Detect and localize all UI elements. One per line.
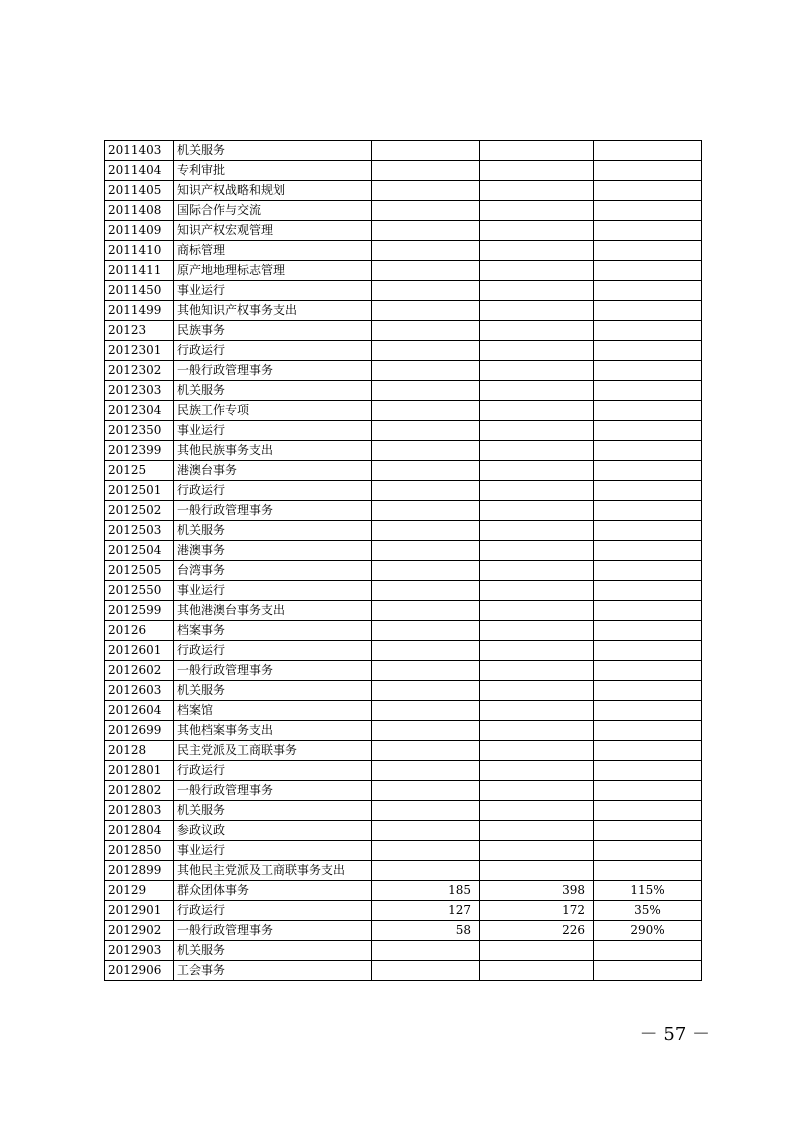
value-cell-2 (480, 801, 594, 821)
code-cell: 2012902 (105, 921, 174, 941)
table-row (105, 381, 702, 401)
item-name-cell: 一般行政管理事务 (174, 781, 372, 801)
item-name-cell: 民族工作专项 (174, 401, 372, 421)
value-cell-2 (480, 641, 594, 661)
value-cell-1 (372, 561, 480, 581)
value-cell-2 (480, 861, 594, 881)
table-row (105, 681, 702, 701)
value-cell-3 (594, 341, 702, 361)
value-cell-2 (480, 701, 594, 721)
value-cell-1 (372, 781, 480, 801)
value-cell-2 (480, 181, 594, 201)
value-cell-3 (594, 281, 702, 301)
code-cell: 2011405 (105, 181, 174, 201)
code-cell: 2012301 (105, 341, 174, 361)
value-cell-1 (372, 861, 480, 881)
item-name-cell: 其他民主党派及工商联事务支出 (174, 861, 372, 881)
item-name-cell: 事业运行 (174, 581, 372, 601)
table-row (105, 521, 702, 541)
table-row (105, 241, 702, 261)
item-name-cell: 一般行政管理事务 (174, 501, 372, 521)
item-name-cell: 行政运行 (174, 761, 372, 781)
code-cell: 2012303 (105, 381, 174, 401)
item-name-cell: 港澳台事务 (174, 461, 372, 481)
item-name-cell: 事业运行 (174, 421, 372, 441)
value-cell-1 (372, 961, 480, 981)
value-cell-2 (480, 621, 594, 641)
value-cell-1 (372, 161, 480, 181)
value-cell-2 (480, 361, 594, 381)
code-cell: 20125 (105, 461, 174, 481)
budget-table (104, 140, 702, 981)
value-cell-2 (480, 541, 594, 561)
value-cell-2 (480, 601, 594, 621)
table-row (105, 641, 702, 661)
value-cell-2 (480, 321, 594, 341)
value-cell-3 (594, 621, 702, 641)
item-name-cell: 行政运行 (174, 341, 372, 361)
value-cell-1 (372, 541, 480, 561)
code-cell: 2012906 (105, 961, 174, 981)
value-cell-3 (594, 241, 702, 261)
table-row (105, 401, 702, 421)
item-name-cell: 行政运行 (174, 481, 372, 501)
value-cell-1 (372, 181, 480, 201)
table-row (105, 501, 702, 521)
value-cell-3 (594, 501, 702, 521)
item-name-cell: 机关服务 (174, 681, 372, 701)
value-cell-2 (480, 841, 594, 861)
value-cell-3 (594, 261, 702, 281)
item-name-cell: 民族事务 (174, 321, 372, 341)
value-cell-2 (480, 821, 594, 841)
value-cell-1 (372, 361, 480, 381)
value-cell-1 (372, 741, 480, 761)
value-cell-2 (480, 381, 594, 401)
code-cell: 2012350 (105, 421, 174, 441)
value-cell-3 (594, 661, 702, 681)
item-name-cell: 港澳事务 (174, 541, 372, 561)
code-cell: 20123 (105, 321, 174, 341)
value-cell-2 (480, 941, 594, 961)
code-cell: 2012803 (105, 801, 174, 821)
table-row (105, 901, 702, 921)
value-cell-2: 226 (480, 921, 594, 941)
item-name-cell: 行政运行 (174, 641, 372, 661)
table-row (105, 441, 702, 461)
value-cell-1 (372, 821, 480, 841)
code-cell: 2012602 (105, 661, 174, 681)
item-name-cell: 机关服务 (174, 801, 372, 821)
value-cell-3 (594, 601, 702, 621)
value-cell-1 (372, 221, 480, 241)
value-cell-3 (594, 761, 702, 781)
value-cell-3 (594, 841, 702, 861)
value-cell-3 (594, 521, 702, 541)
value-cell-1 (372, 421, 480, 441)
table-row (105, 781, 702, 801)
item-name-cell: 商标管理 (174, 241, 372, 261)
table-row (105, 921, 702, 941)
code-cell: 20126 (105, 621, 174, 641)
table-row (105, 721, 702, 741)
value-cell-3 (594, 781, 702, 801)
table-row (105, 301, 702, 321)
value-cell-1 (372, 701, 480, 721)
item-name-cell: 机关服务 (174, 141, 372, 161)
value-cell-3 (594, 201, 702, 221)
item-name-cell: 原产地地理标志管理 (174, 261, 372, 281)
value-cell-2 (480, 421, 594, 441)
table-row (105, 221, 702, 241)
value-cell-3 (594, 321, 702, 341)
table-row (105, 421, 702, 441)
item-name-cell: 档案馆 (174, 701, 372, 721)
value-cell-1: 58 (372, 921, 480, 941)
value-cell-2 (480, 461, 594, 481)
table-row (105, 601, 702, 621)
value-cell-1 (372, 721, 480, 741)
code-cell: 2012699 (105, 721, 174, 741)
value-cell-1: 127 (372, 901, 480, 921)
item-name-cell: 机关服务 (174, 521, 372, 541)
value-cell-1 (372, 381, 480, 401)
item-name-cell: 机关服务 (174, 381, 372, 401)
value-cell-1 (372, 641, 480, 661)
item-name-cell: 台湾事务 (174, 561, 372, 581)
item-name-cell: 知识产权宏观管理 (174, 221, 372, 241)
code-cell: 2012802 (105, 781, 174, 801)
value-cell-1 (372, 481, 480, 501)
value-cell-3 (594, 161, 702, 181)
value-cell-2 (480, 661, 594, 681)
value-cell-3 (594, 581, 702, 601)
code-cell: 2012599 (105, 601, 174, 621)
value-cell-2 (480, 241, 594, 261)
code-cell: 2011409 (105, 221, 174, 241)
value-cell-3 (594, 721, 702, 741)
table-row (105, 281, 702, 301)
code-cell: 2012399 (105, 441, 174, 461)
value-cell-1 (372, 201, 480, 221)
code-cell: 2012804 (105, 821, 174, 841)
value-cell-2: 398 (480, 881, 594, 901)
page-number: － 57 － (639, 1024, 710, 1045)
value-cell-2 (480, 221, 594, 241)
code-cell: 2011403 (105, 141, 174, 161)
code-cell: 2012903 (105, 941, 174, 961)
value-cell-3 (594, 681, 702, 701)
value-cell-2 (480, 521, 594, 541)
value-cell-2 (480, 401, 594, 421)
value-cell-3 (594, 961, 702, 981)
table-row (105, 701, 702, 721)
table-row (105, 481, 702, 501)
code-cell: 2011408 (105, 201, 174, 221)
code-cell: 2011450 (105, 281, 174, 301)
value-cell-3 (594, 701, 702, 721)
code-cell: 2012604 (105, 701, 174, 721)
value-cell-1 (372, 841, 480, 861)
code-cell: 2011411 (105, 261, 174, 281)
item-name-cell: 一般行政管理事务 (174, 361, 372, 381)
value-cell-3 (594, 461, 702, 481)
code-cell: 2012550 (105, 581, 174, 601)
value-cell-1 (372, 241, 480, 261)
value-cell-2: 172 (480, 901, 594, 921)
value-cell-2 (480, 761, 594, 781)
code-cell: 2012504 (105, 541, 174, 561)
item-name-cell: 工会事务 (174, 961, 372, 981)
table-row (105, 141, 702, 161)
value-cell-2 (480, 301, 594, 321)
value-cell-1 (372, 761, 480, 781)
item-name-cell: 一般行政管理事务 (174, 661, 372, 681)
value-cell-3: 35% (594, 901, 702, 921)
item-name-cell: 民主党派及工商联事务 (174, 741, 372, 761)
value-cell-3 (594, 141, 702, 161)
value-cell-3 (594, 421, 702, 441)
item-name-cell: 其他档案事务支出 (174, 721, 372, 741)
table-row (105, 861, 702, 881)
table-row (105, 261, 702, 281)
value-cell-1 (372, 341, 480, 361)
table-body (105, 141, 702, 981)
code-cell: 2011410 (105, 241, 174, 261)
value-cell-3 (594, 361, 702, 381)
value-cell-3 (594, 301, 702, 321)
table-row (105, 961, 702, 981)
value-cell-3 (594, 741, 702, 761)
value-cell-1 (372, 461, 480, 481)
value-cell-2 (480, 561, 594, 581)
value-cell-1 (372, 681, 480, 701)
table-row (105, 661, 702, 681)
code-cell: 2012501 (105, 481, 174, 501)
value-cell-1 (372, 621, 480, 641)
table-row (105, 581, 702, 601)
code-cell: 2011404 (105, 161, 174, 181)
table-row (105, 461, 702, 481)
value-cell-3 (594, 481, 702, 501)
value-cell-3 (594, 221, 702, 241)
value-cell-1 (372, 321, 480, 341)
item-name-cell: 事业运行 (174, 281, 372, 301)
item-name-cell: 事业运行 (174, 841, 372, 861)
value-cell-3 (594, 641, 702, 661)
value-cell-2 (480, 441, 594, 461)
value-cell-2 (480, 501, 594, 521)
code-cell: 2012502 (105, 501, 174, 521)
item-name-cell: 其他民族事务支出 (174, 441, 372, 461)
value-cell-2 (480, 341, 594, 361)
table-row (105, 841, 702, 861)
item-name-cell: 其他知识产权事务支出 (174, 301, 372, 321)
value-cell-3 (594, 401, 702, 421)
value-cell-2 (480, 161, 594, 181)
item-name-cell: 机关服务 (174, 941, 372, 961)
table-row (105, 761, 702, 781)
table-row (105, 321, 702, 341)
item-name-cell: 行政运行 (174, 901, 372, 921)
item-name-cell: 一般行政管理事务 (174, 921, 372, 941)
value-cell-1 (372, 141, 480, 161)
code-cell: 2012850 (105, 841, 174, 861)
item-name-cell: 知识产权战略和规划 (174, 181, 372, 201)
item-name-cell: 其他港澳台事务支出 (174, 601, 372, 621)
value-cell-1 (372, 521, 480, 541)
item-name-cell: 国际合作与交流 (174, 201, 372, 221)
value-cell-1 (372, 401, 480, 421)
table-row (105, 941, 702, 961)
value-cell-3 (594, 861, 702, 881)
value-cell-1 (372, 301, 480, 321)
item-name-cell: 群众团体事务 (174, 881, 372, 901)
value-cell-2 (480, 481, 594, 501)
value-cell-3 (594, 801, 702, 821)
value-cell-3 (594, 821, 702, 841)
table-row (105, 621, 702, 641)
value-cell-2 (480, 741, 594, 761)
value-cell-1 (372, 661, 480, 681)
table-row (105, 821, 702, 841)
item-name-cell: 参政议政 (174, 821, 372, 841)
value-cell-2 (480, 961, 594, 981)
table-row (105, 361, 702, 381)
table-row (105, 541, 702, 561)
value-cell-2 (480, 581, 594, 601)
value-cell-1 (372, 601, 480, 621)
value-cell-1 (372, 501, 480, 521)
table-row (105, 201, 702, 221)
code-cell: 2012302 (105, 361, 174, 381)
code-cell: 2012304 (105, 401, 174, 421)
value-cell-2 (480, 201, 594, 221)
value-cell-2 (480, 281, 594, 301)
code-cell: 2012899 (105, 861, 174, 881)
table-row (105, 161, 702, 181)
code-cell: 2012603 (105, 681, 174, 701)
value-cell-2 (480, 261, 594, 281)
table-row (105, 881, 702, 901)
value-cell-3 (594, 941, 702, 961)
table-row (105, 181, 702, 201)
value-cell-1: 185 (372, 881, 480, 901)
table-row (105, 801, 702, 821)
table-row (105, 741, 702, 761)
table-row (105, 561, 702, 581)
value-cell-3 (594, 441, 702, 461)
value-cell-3 (594, 181, 702, 201)
value-cell-1 (372, 441, 480, 461)
code-cell: 2012801 (105, 761, 174, 781)
value-cell-2 (480, 721, 594, 741)
table-row (105, 341, 702, 361)
value-cell-1 (372, 801, 480, 821)
value-cell-2 (480, 141, 594, 161)
value-cell-2 (480, 681, 594, 701)
code-cell: 2012601 (105, 641, 174, 661)
code-cell: 20128 (105, 741, 174, 761)
value-cell-3: 290% (594, 921, 702, 941)
item-name-cell: 专利审批 (174, 161, 372, 181)
value-cell-1 (372, 281, 480, 301)
value-cell-1 (372, 581, 480, 601)
value-cell-3 (594, 561, 702, 581)
item-name-cell: 档案事务 (174, 621, 372, 641)
value-cell-1 (372, 941, 480, 961)
value-cell-2 (480, 781, 594, 801)
value-cell-3: 115% (594, 881, 702, 901)
code-cell: 2012901 (105, 901, 174, 921)
value-cell-1 (372, 261, 480, 281)
code-cell: 2012503 (105, 521, 174, 541)
code-cell: 2011499 (105, 301, 174, 321)
code-cell: 2012505 (105, 561, 174, 581)
value-cell-3 (594, 381, 702, 401)
code-cell: 20129 (105, 881, 174, 901)
value-cell-3 (594, 541, 702, 561)
